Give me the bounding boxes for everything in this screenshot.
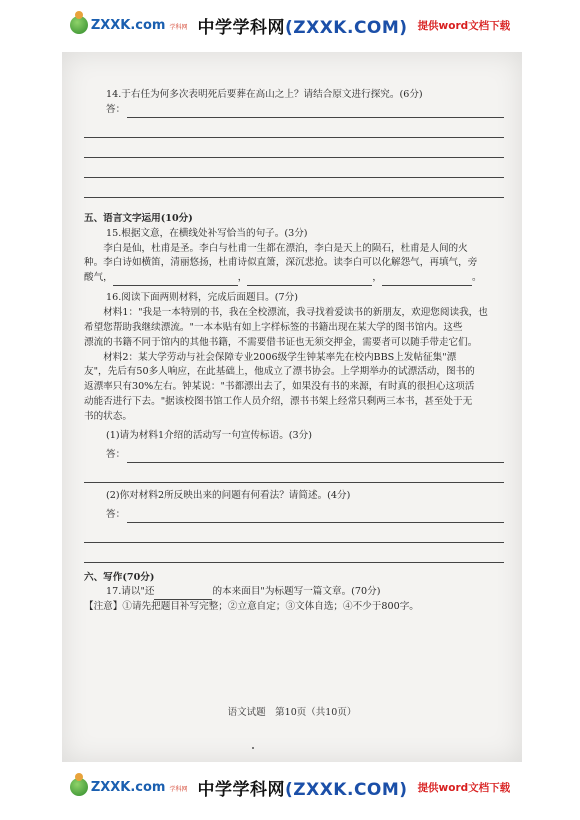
title-blank[interactable] — [154, 588, 212, 600]
site-title — [198, 775, 408, 800]
material-2-line: 动能否进行下去。"据该校图书馆工作人员介绍，漂书书架上经常只剩两三本书，甚至处于无 — [84, 396, 473, 408]
question-16-2: (2)你对材料2所反映出来的问题有何看法？请简述。(4分) — [106, 489, 351, 501]
material-1-line: 材料1："我是一本特别的书，我在全校漂流，我寻找着爱读书的新朋友，欢迎您阅读我，也 — [103, 307, 488, 319]
question-15: 15.根据文意，在横线处补写恰当的句子。(3分) — [106, 227, 308, 239]
mascot-icon — [70, 16, 88, 34]
material-2-line: 友"，先后有50多人响应，在此基础上，他成立了漂书协会。上学期举办的试漂活动，图书的 — [84, 366, 475, 378]
answer-line[interactable] — [127, 508, 504, 523]
logo-subtext: 学科网 — [169, 24, 188, 31]
scan-speck — [252, 747, 254, 749]
material-1-line: 希望您帮助我继续漂流。"一本本贴有如上字样标签的书籍出现在某大学的图书馆内。这些 — [84, 321, 463, 333]
answer-label-16-2: 答： — [106, 508, 126, 520]
answer-line[interactable] — [127, 448, 504, 463]
download-link[interactable]: 提供word文档下载 — [417, 781, 511, 794]
q17-note: 【注意】①请先把题目补写完整；②立意自定；③文体自选；④不少于800字。 — [84, 601, 419, 613]
logo-subtext: 学科网 — [169, 786, 188, 793]
q15-passage-line: 种。李白诗如横笛，清丽悠扬，杜甫诗似直箫，深沉悲抢。读李白可以化解怨气，再填气，旁 — [84, 257, 478, 269]
question-16-1: (1)请为材料1介绍的活动写一句宣传标语。(3分) — [106, 429, 312, 441]
answer-line[interactable] — [84, 138, 504, 158]
fill-blank[interactable] — [382, 274, 472, 286]
q15-blank-line — [84, 271, 504, 286]
answer-line[interactable] — [84, 463, 504, 483]
answer-row-16-2 — [84, 508, 504, 523]
exam-content — [84, 88, 504, 615]
answer-line[interactable] — [84, 523, 504, 543]
answer-label-14: 答： — [106, 104, 126, 115]
download-link[interactable]: 提供word文档下载 — [417, 19, 511, 32]
answer-line[interactable] — [84, 118, 504, 138]
section-6-title: 六、写作(70分) — [84, 571, 155, 583]
answer-line[interactable] — [84, 178, 504, 198]
question-14: 14.于右任为何多次表明死后要葬在高山之上？请结合原文进行探究。(6分) — [106, 89, 423, 100]
header-banner — [0, 6, 580, 44]
site-title-domain: (ZXXK.COM) — [285, 779, 408, 800]
exam-page — [62, 52, 522, 762]
answer-row-16-1 — [84, 448, 504, 463]
material-1-line: 漂流的书籍不同于馆内的其他书籍，不需要借书证也无须交押金，需要者可以随手带走它们。 — [84, 336, 478, 348]
fill-blank[interactable] — [113, 274, 238, 286]
footer-banner — [0, 768, 580, 806]
q15-passage-line: 李白是仙，杜甫是圣。李白与杜甫一生都在漂泊，李白是天上的陨石，杜甫是人间的火 — [103, 242, 468, 254]
q17-text-end: 的本来面目"为标题写一篇文章。(70分) — [212, 586, 381, 598]
question-17 — [84, 585, 504, 600]
answer-label-16-1: 答： — [106, 448, 126, 460]
logo-text: ZXXK.com — [90, 779, 166, 795]
mascot-icon — [70, 778, 88, 796]
site-logo[interactable] — [70, 16, 188, 34]
site-title-prefix: 中学学科网 — [197, 779, 285, 800]
page-footer: 语文试题 第10页（共10页） — [227, 707, 357, 718]
material-2-line: 材料2：某大学劳动与社会保障专业2006级学生钟某率先在校内BBS上发帖征集"漂 — [103, 351, 457, 363]
question-16: 16.阅读下面两则材料，完成后面题目。(7分) — [106, 292, 298, 304]
answer-row-14 — [84, 103, 504, 118]
site-title — [198, 13, 408, 38]
end-punctuation: 。 — [471, 272, 482, 284]
material-2-line: 书的状态。 — [84, 411, 132, 423]
site-title-prefix: 中学学科网 — [197, 17, 285, 38]
answer-line[interactable] — [84, 158, 504, 178]
q15-passage-end: 酸气， — [84, 272, 113, 284]
material-2-line: 返漂率只有30%左右。钟某说："书都漂出去了，如果没有书的来源，有时真的很担心这项活 — [84, 381, 475, 393]
site-logo[interactable] — [70, 778, 188, 796]
answer-line[interactable] — [127, 103, 504, 118]
separator: ， — [237, 272, 248, 284]
logo-text: ZXXK.com — [90, 17, 166, 33]
site-title-domain: (ZXXK.COM) — [285, 17, 408, 38]
section-5-title: 五、语言文字运用(10分) — [84, 212, 193, 224]
fill-blank[interactable] — [247, 274, 372, 286]
answer-line[interactable] — [84, 543, 504, 563]
q17-text-start: 17.请以"还 — [106, 586, 155, 598]
separator: ， — [372, 272, 382, 284]
